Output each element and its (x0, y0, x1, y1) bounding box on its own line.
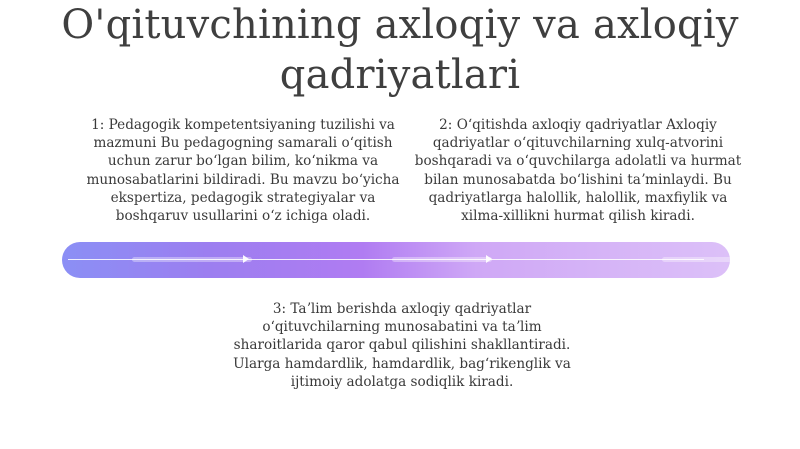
arrow-right-icon (486, 255, 492, 263)
arrow-right-icon (243, 255, 249, 263)
timeline-item-1-text: 1: Pedagogik kompetentsiyaning tuzilishi va mazmuni Bu pedagogning samarali oʻqitish uchun zarur boʻlgan bilim, koʻnikma va munosabatlarini bildiradi. Bu mavzu boʻyicha ekspertiza, pedagogik strategiyalar va boshqaruv usullarini oʻz ichiga oladi. (86, 117, 400, 225)
timeline-item-3-text: 3: Taʼlim berishda axloqiy qadriyatlar oʻqituvchilarning munosabatini va taʼlim sharoitlarida qaror qabul qilishini shakllantiradi. Ularga hamdardlik, hamdardlik, bagʻrikenglik va ijtimoiy adolatga sodiqlik kiradi. (233, 301, 571, 390)
timeline-bar (62, 242, 730, 278)
timeline-item-2-text: 2: Oʻqitishda axloqiy qadriyatlar Axloqiy qadriyatlar oʻqituvchilarning xulq-atvorini boshqaradi va oʻquvchilarga adolatli va hurmat bilan munosabatda boʻlishini taʼminlaydi. Bu qadriyatlarga halollik, halollik, maxfiylik va xilma-xillikni hurmat qilish kiradi. (414, 117, 742, 225)
timeline-line (68, 259, 704, 260)
slide-title: O'qituvchining axloqiy va axloqiy qadriyatlari (61, 2, 739, 98)
